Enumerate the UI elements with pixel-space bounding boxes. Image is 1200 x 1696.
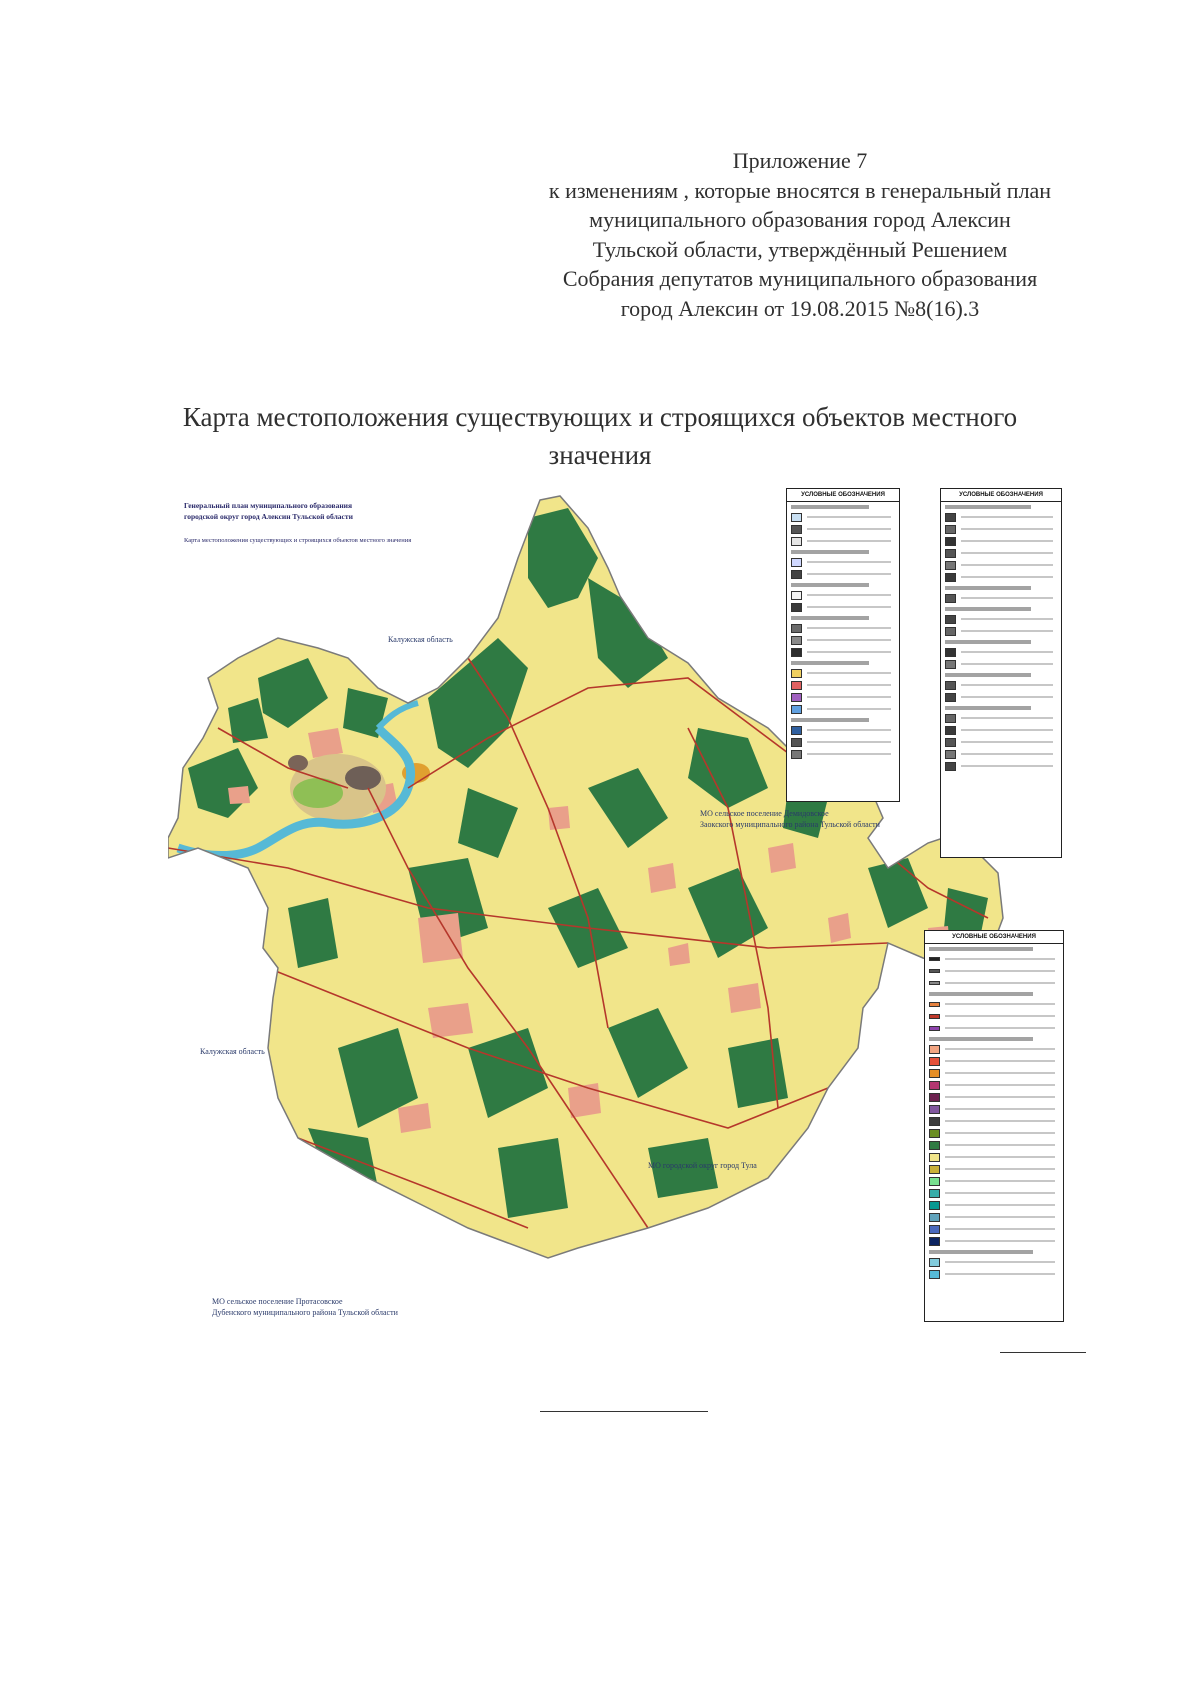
- legend-section-bar: [791, 718, 869, 722]
- legend-swatch: [791, 693, 802, 702]
- legend-swatch: [945, 714, 956, 723]
- region-label-kaluga-west: Калужская область: [200, 1047, 265, 1056]
- legend-text-line: [961, 540, 1053, 542]
- legend-section-bar: [945, 607, 1031, 611]
- legend-text-line: [961, 630, 1053, 632]
- legend-text-line: [961, 651, 1053, 653]
- legend-swatch: [945, 549, 956, 558]
- legend-row: [787, 589, 899, 601]
- legend-row: [787, 724, 899, 736]
- legend-text-line: [945, 1108, 1055, 1110]
- legend-row: [941, 712, 1061, 724]
- legend-swatch: [945, 660, 956, 669]
- legend-row: [941, 736, 1061, 748]
- legend-section-bar: [929, 1037, 1033, 1041]
- legend-swatch: [929, 1201, 940, 1210]
- legend-panel-left: [786, 488, 900, 802]
- legend-panel-middle: [940, 488, 1062, 858]
- legend-section-bar: [929, 1250, 1033, 1254]
- legend-text-line: [961, 696, 1053, 698]
- legend-text-line: [807, 540, 891, 542]
- legend-row: [941, 760, 1061, 772]
- legend-section-bar: [791, 505, 869, 509]
- legend-swatch: [929, 969, 940, 973]
- legend-row: [941, 658, 1061, 670]
- legend-row: [941, 547, 1061, 559]
- legend-text-line: [945, 1144, 1055, 1146]
- legend-row: [941, 646, 1061, 658]
- legend-row: [925, 1043, 1063, 1055]
- legend-title: УСЛОВНЫЕ ОБОЗНАЧЕНИЯ: [941, 489, 1061, 502]
- legend-row: [925, 1103, 1063, 1115]
- legend-swatch: [929, 1237, 940, 1246]
- legend-swatch: [791, 738, 802, 747]
- legend-row: [925, 1151, 1063, 1163]
- legend-text-line: [945, 1015, 1055, 1017]
- legend-text-line: [945, 1132, 1055, 1134]
- legend-row: [925, 1199, 1063, 1211]
- legend-text-line: [807, 639, 891, 641]
- legend-row: [941, 535, 1061, 547]
- legend-text-line: [961, 618, 1053, 620]
- legend-swatch: [791, 750, 802, 759]
- region-label-demidovskoe: [700, 808, 880, 830]
- legend-text-line: [945, 982, 1055, 984]
- map-heading-line-1: Генеральный план муниципального образования: [184, 501, 353, 510]
- legend-row: [925, 1055, 1063, 1067]
- legend-text-line: [807, 606, 891, 608]
- legend-text-line: [945, 1048, 1055, 1050]
- legend-swatch: [791, 570, 802, 579]
- legend-row: [925, 1163, 1063, 1175]
- legend-swatch: [929, 1213, 940, 1222]
- legend-row: [787, 667, 899, 679]
- signature-line: [1000, 1352, 1086, 1353]
- legend-text-line: [807, 573, 891, 575]
- legend-swatch: [929, 1165, 940, 1174]
- legend-title: УСЛОВНЫЕ ОБОЗНАЧЕНИЯ: [925, 931, 1063, 944]
- legend-text-line: [807, 651, 891, 653]
- legend-text-line: [807, 672, 891, 674]
- legend-swatch: [929, 1225, 940, 1234]
- legend-text-line: [807, 741, 891, 743]
- legend-text-line: [961, 528, 1053, 530]
- legend-text-line: [945, 970, 1055, 972]
- legend-row: [925, 1022, 1063, 1034]
- legend-swatch: [791, 705, 802, 714]
- region-label-kaluga-north: Калужская область: [388, 635, 453, 644]
- legend-row: [787, 634, 899, 646]
- map-subheading: Карта местоположения существующих и строящихся объектов местного значения: [184, 537, 412, 544]
- legend-swatch: [791, 537, 802, 546]
- legend-row: [925, 1235, 1063, 1247]
- region-label-line: МО сельское поселение Протасовское: [212, 1297, 343, 1306]
- legend-row: [925, 1067, 1063, 1079]
- legend-row: [941, 559, 1061, 571]
- legend-row: [941, 511, 1061, 523]
- legend-text-line: [945, 1027, 1055, 1029]
- legend-swatch: [791, 591, 802, 600]
- legend-row: [787, 568, 899, 580]
- legend-swatch: [945, 693, 956, 702]
- legend-swatch: [929, 1014, 940, 1019]
- legend-row: [925, 1091, 1063, 1103]
- legend-row: [925, 977, 1063, 989]
- legend-section-bar: [791, 661, 869, 665]
- legend-text-line: [945, 1003, 1055, 1005]
- region-label-tula: МО городской округ город Тула: [648, 1161, 757, 1170]
- legend-section-bar: [929, 992, 1033, 996]
- legend-swatch: [945, 615, 956, 624]
- legend-swatch: [945, 513, 956, 522]
- legend-swatch: [945, 561, 956, 570]
- legend-section-bar: [791, 616, 869, 620]
- legend-text-line: [807, 708, 891, 710]
- legend-row: [787, 748, 899, 760]
- legend-text-line: [807, 594, 891, 596]
- legend-text-line: [807, 561, 891, 563]
- legend-swatch: [929, 1026, 940, 1031]
- legend-row: [787, 736, 899, 748]
- legend-text-line: [961, 597, 1053, 599]
- legend-text-line: [945, 958, 1055, 960]
- legend-section-bar: [945, 505, 1031, 509]
- legend-row: [941, 613, 1061, 625]
- legend-swatch: [929, 957, 940, 961]
- legend-swatch: [929, 1258, 940, 1267]
- legend-swatch: [791, 513, 802, 522]
- legend-text-line: [945, 1060, 1055, 1062]
- legend-text-line: [945, 1084, 1055, 1086]
- legend-text-line: [961, 717, 1053, 719]
- legend-text-line: [961, 741, 1053, 743]
- legend-text-line: [807, 753, 891, 755]
- legend-swatch: [945, 738, 956, 747]
- region-label-protasovskoe: [212, 1296, 398, 1318]
- legend-swatch: [945, 750, 956, 759]
- legend-row: [925, 998, 1063, 1010]
- region-label-line: Заокского муниципального района Тульской области: [700, 820, 880, 829]
- legend-swatch: [929, 1045, 940, 1054]
- legend-row: [787, 511, 899, 523]
- legend-row: [941, 571, 1061, 583]
- legend-swatch: [791, 624, 802, 633]
- legend-row: [925, 965, 1063, 977]
- legend-text-line: [945, 1240, 1055, 1242]
- legend-text-line: [945, 1156, 1055, 1158]
- legend-row: [941, 523, 1061, 535]
- legend-text-line: [807, 684, 891, 686]
- legend-row: [787, 556, 899, 568]
- legend-text-line: [807, 528, 891, 530]
- legend-row: [925, 1256, 1063, 1268]
- legend-swatch: [929, 1141, 940, 1150]
- legend-swatch: [929, 1117, 940, 1126]
- legend-section-bar: [791, 583, 869, 587]
- legend-swatch: [929, 1002, 940, 1007]
- legend-swatch: [929, 1189, 940, 1198]
- legend-text-line: [945, 1096, 1055, 1098]
- legend-row: [925, 1079, 1063, 1091]
- legend-row: [787, 601, 899, 613]
- legend-swatch: [791, 603, 802, 612]
- document-title: [150, 398, 1050, 474]
- legend-swatch: [929, 1177, 940, 1186]
- legend-text-line: [945, 1072, 1055, 1074]
- legend-row: [787, 691, 899, 703]
- legend-row: [925, 1268, 1063, 1280]
- legend-row: [787, 523, 899, 535]
- legend-swatch: [945, 594, 956, 603]
- appendix-block: [520, 146, 1080, 323]
- legend-swatch: [791, 636, 802, 645]
- legend-row: [787, 622, 899, 634]
- map-heading-line-2: городской округ город Алексин Тульской области: [184, 512, 353, 521]
- legend-panel-bottom: [924, 930, 1064, 1322]
- map-heading: [184, 500, 504, 522]
- legend-row: [925, 953, 1063, 965]
- legend-row: [941, 592, 1061, 604]
- legend-text-line: [945, 1273, 1055, 1275]
- legend-text-line: [807, 696, 891, 698]
- title-line-2: значения: [548, 440, 652, 470]
- legend-row: [941, 724, 1061, 736]
- legend-text-line: [807, 627, 891, 629]
- legend-section-bar: [945, 640, 1031, 644]
- appendix-line: город Алексин от 19.08.2015 №8(16).3: [620, 295, 980, 321]
- legend-row: [941, 691, 1061, 703]
- appendix-line: Приложение 7: [732, 148, 868, 173]
- legend-text-line: [961, 516, 1053, 518]
- legend-swatch: [929, 1129, 940, 1138]
- legend-section-bar: [791, 550, 869, 554]
- legend-row: [787, 679, 899, 691]
- legend-text-line: [961, 663, 1053, 665]
- legend-text-line: [807, 729, 891, 731]
- legend-swatch: [929, 1105, 940, 1114]
- legend-text-line: [945, 1192, 1055, 1194]
- legend-text-line: [945, 1216, 1055, 1218]
- legend-row: [941, 679, 1061, 691]
- legend-swatch: [945, 648, 956, 657]
- legend-row: [941, 625, 1061, 637]
- legend-text-line: [945, 1204, 1055, 1206]
- legend-swatch: [945, 537, 956, 546]
- legend-swatch: [791, 726, 802, 735]
- legend-text-line: [945, 1180, 1055, 1182]
- legend-swatch: [929, 1069, 940, 1078]
- legend-text-line: [945, 1120, 1055, 1122]
- legend-text-line: [961, 564, 1053, 566]
- legend-section-bar: [945, 706, 1031, 710]
- appendix-line: к изменениям , которые вносятся в генеральный план: [548, 177, 1052, 203]
- appendix-line: муниципального образования город Алексин: [589, 207, 1011, 232]
- region-label-line: МО сельское поселение Демидовское: [700, 809, 829, 818]
- legend-row: [925, 1139, 1063, 1151]
- legend-row: [787, 646, 899, 658]
- legend-row: [925, 1187, 1063, 1199]
- region-label-line: Дубенского муниципального района Тульской области: [212, 1308, 398, 1317]
- legend-swatch: [945, 762, 956, 771]
- legend-row: [925, 1010, 1063, 1022]
- legend-swatch: [791, 558, 802, 567]
- legend-text-line: [961, 552, 1053, 554]
- legend-swatch: [945, 627, 956, 636]
- legend-row: [787, 703, 899, 715]
- legend-row: [925, 1127, 1063, 1139]
- legend-text-line: [961, 729, 1053, 731]
- legend-text-line: [961, 684, 1053, 686]
- legend-section-bar: [945, 673, 1031, 677]
- appendix-line: Тульской области, утверждённый Решением: [592, 236, 1008, 262]
- legend-swatch: [929, 981, 940, 985]
- legend-swatch: [929, 1153, 940, 1162]
- legend-row: [787, 535, 899, 547]
- legend-row: [925, 1223, 1063, 1235]
- legend-swatch: [791, 525, 802, 534]
- legend-swatch: [929, 1270, 940, 1279]
- legend-swatch: [929, 1057, 940, 1066]
- legend-swatch: [791, 669, 802, 678]
- legend-swatch: [945, 681, 956, 690]
- legend-swatch: [945, 525, 956, 534]
- legend-row: [925, 1175, 1063, 1187]
- legend-row: [925, 1211, 1063, 1223]
- document-end-line: [540, 1411, 708, 1412]
- legend-swatch: [945, 726, 956, 735]
- legend-section-bar: [945, 586, 1031, 590]
- legend-text-line: [945, 1228, 1055, 1230]
- legend-text-line: [945, 1168, 1055, 1170]
- legend-section-bar: [929, 947, 1033, 951]
- legend-title: УСЛОВНЫЕ ОБОЗНАЧЕНИЯ: [787, 489, 899, 502]
- legend-text-line: [961, 576, 1053, 578]
- legend-swatch: [929, 1081, 940, 1090]
- legend-swatch: [929, 1093, 940, 1102]
- legend-swatch: [791, 681, 802, 690]
- legend-row: [941, 748, 1061, 760]
- legend-text-line: [961, 765, 1053, 767]
- legend-swatch: [945, 573, 956, 582]
- appendix-line: Собрания депутатов муниципального образования: [562, 266, 1038, 291]
- legend-text-line: [945, 1261, 1055, 1263]
- legend-text-line: [961, 753, 1053, 755]
- legend-swatch: [791, 648, 802, 657]
- legend-text-line: [807, 516, 891, 518]
- legend-row: [925, 1115, 1063, 1127]
- title-line-1: Карта местоположения существующих и строящихся объектов местного: [182, 402, 1018, 432]
